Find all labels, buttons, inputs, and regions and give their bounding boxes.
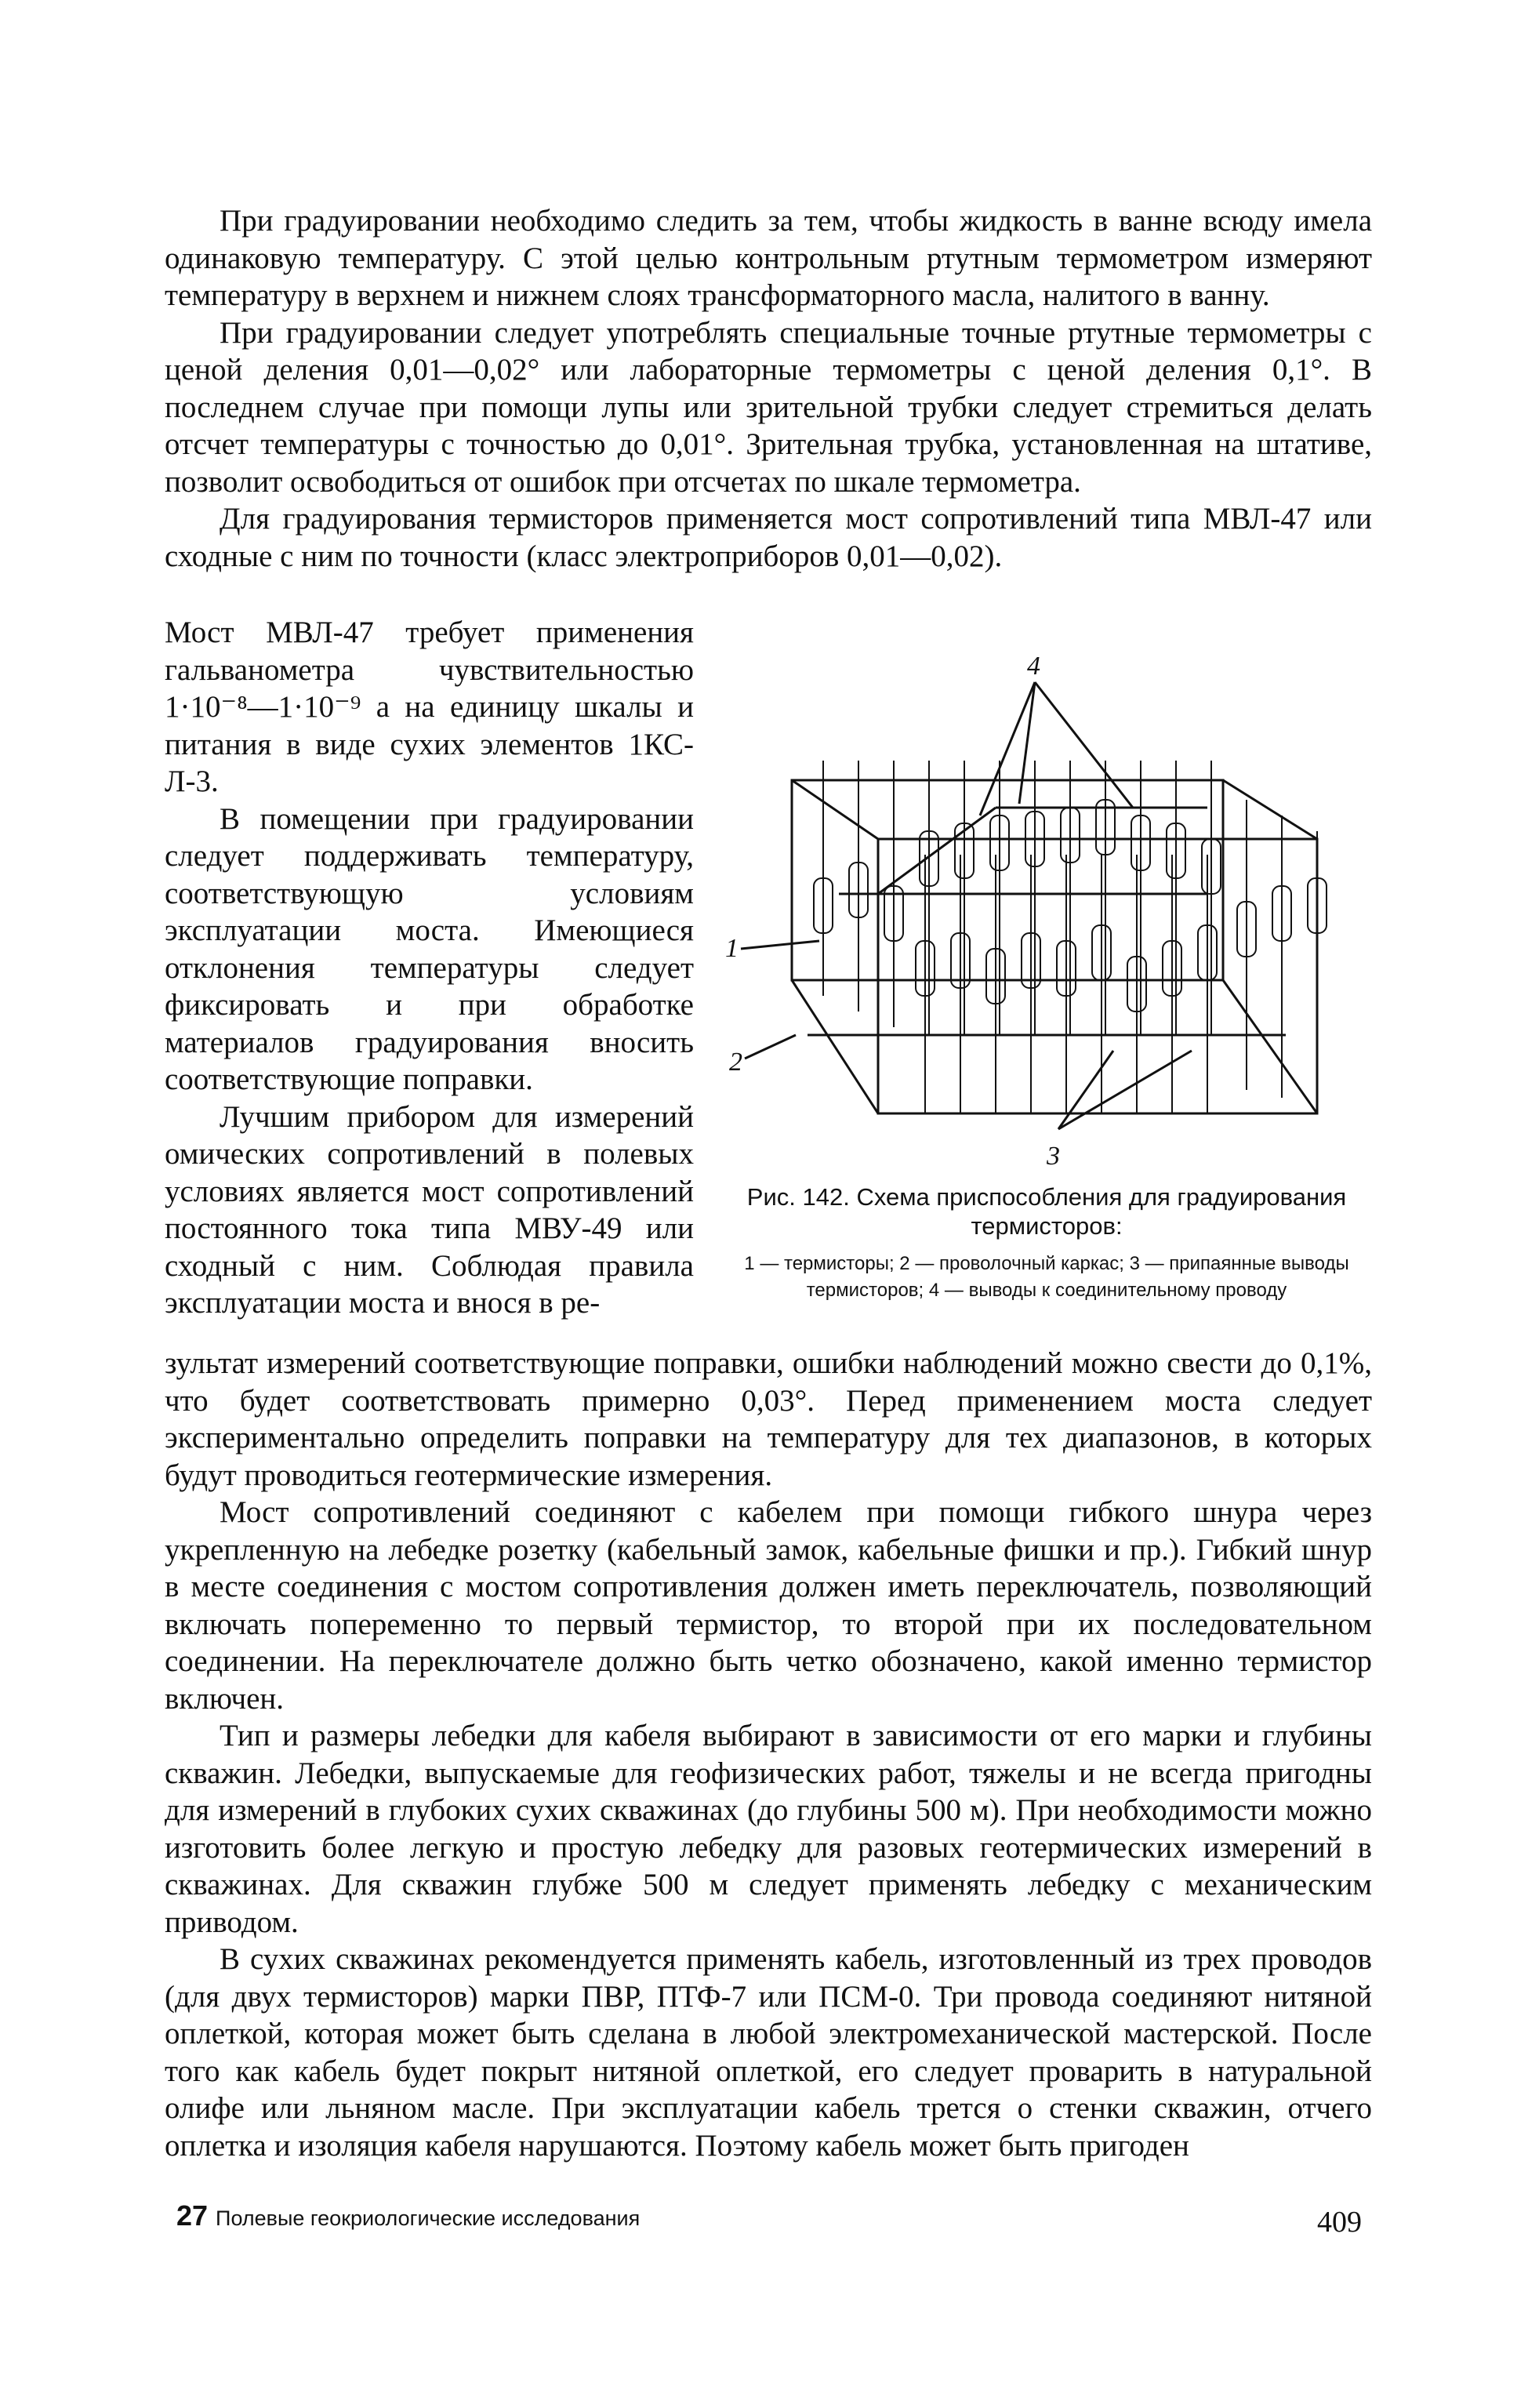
signature-title: Полевые геокриологические исследования	[216, 2206, 641, 2230]
figure-label-1: 1	[725, 934, 739, 963]
paragraph: Для градуирования термисторов применяется мост сопротивлений типа МВЛ-47 или сходные с ним по точности (класс электроприборов 0,01—0,02).	[165, 502, 1372, 573]
figure-label-3: 3	[1047, 1142, 1060, 1171]
page-number: 409	[1317, 2206, 1362, 2239]
paragraph: Мост сопротивлений соединяют с кабелем при помощи гибкого шнура через укрепленную на лебедке розетку (кабельный замок, кабельные фишки и пр.). Гибкий шнур в месте соединения с мостом сопротивления должен иметь переключатель, позволяющий включать попеременно то первый термистор, то второй при их последовательном соединении. На переключателе должно быть четко обозначено, какой именно термистор включен.	[165, 1495, 1372, 1716]
frame-back	[792, 780, 1223, 980]
paragraph: Мост МВЛ-47 требует применения гальванометра чувствительностью 1·10⁻⁸—1·10⁻⁹ а на единицу шкалы и питания в виде сухих элементов 1КС-Л-3.	[165, 616, 694, 798]
body-text-bottom	[165, 1345, 1372, 2164]
signature-number: 27	[176, 2199, 209, 2232]
figure-caption-title: Рис. 142. Схема приспособления для градуирования термисторов:	[746, 1183, 1347, 1240]
body-text-wrapped	[165, 614, 694, 1322]
figure-label-4: 4	[1027, 652, 1040, 681]
body-text-top	[165, 202, 1372, 575]
paragraph: Лучшим прибором для измерений омических сопротивлений в полевых условиях является мост сопротивлений постоянного тока типа МВУ-49 или сходный с ним. Соблюдая правила эксплуатации моста и внося в ре-	[165, 1099, 694, 1320]
paragraph: В помещении при градуировании следует поддерживать температуру, соответствующую условиям эксплуатации моста. Имеющиеся отклонения температуры следует фиксировать и при обработке материалов градуирования вносить соответствующие поправки.	[165, 801, 694, 1096]
figure-caption-legend: 1 — термисторы; 2 — проволочный каркас; 3 — припаянные выводы термисторов; 4 — выводы к соединительному проводу	[744, 1253, 1349, 1301]
paragraph: При градуировании следует употреблять специальные точные ртутные термометры с ценой деления 0,01—0,02° или лабораторные термометры с ценой деления 0,1°. В последнем случае при помощи лупы или зрительной трубки следует стремиться делать отсчет температуры с точностью до 0,01°. Зрительная трубка, установленная на штативе, позволит освободиться от ошибок при отсчетах по шкале термометра.	[165, 315, 1372, 499]
figure-label-2: 2	[729, 1048, 742, 1077]
paragraph: зультат измерений соответствующие поправки, ошибки наблюдений можно свести до 0,1%, что будет соответствовать примерно 0,03°. Перед применением моста следует экспериментально определить поправки на температуру для тех диапазонов, в которых будут проводиться геотермические измерения.	[165, 1346, 1372, 1492]
paragraph: Тип и размеры лебедки для кабеля выбирают в зависимости от его марки и глубины скважин. Лебедки, выпускаемые для геофизических работ, тяжелы и не всегда пригодны для измерений в глубоких сухих скважинах (до глубины 500 м). При необходимости можно изготовить более легкую и простую лебедку для разовых геотермических измерений в скважинах. Для скважин глубже 500 м следует применять лебедку с механическим приводом.	[165, 1719, 1372, 1939]
paragraph: В сухих скважинах рекомендуется применять кабель, изготовленный из трех проводов (для двух термисторов) марки ПВР, ПТФ-7 или ПСМ-0. Три провода соединяют нитяной оплеткой, которая может быть сделана в любой электромеханической мастерской. После того как кабель будет покрыт нитяной оплеткой, его следует проварить в натуральной олифе или льняном масле. При эксплуатации кабель трется о стенки скважин, отчего оплетка и изоляция кабеля нарушаются. Поэтому кабель может быть пригоден	[165, 1942, 1372, 2163]
paragraph: При градуировании необходимо следить за тем, чтобы жидкость в ванне всюду имела одинаковую температуру. С этой целью контрольным ртутным термометром измеряют температуру в верхнем и нижнем слоях трансформаторного масла, налитого в ванну.	[165, 204, 1372, 312]
thermistor-frame-figure	[721, 643, 1372, 1349]
footer-signature	[176, 2199, 640, 2232]
